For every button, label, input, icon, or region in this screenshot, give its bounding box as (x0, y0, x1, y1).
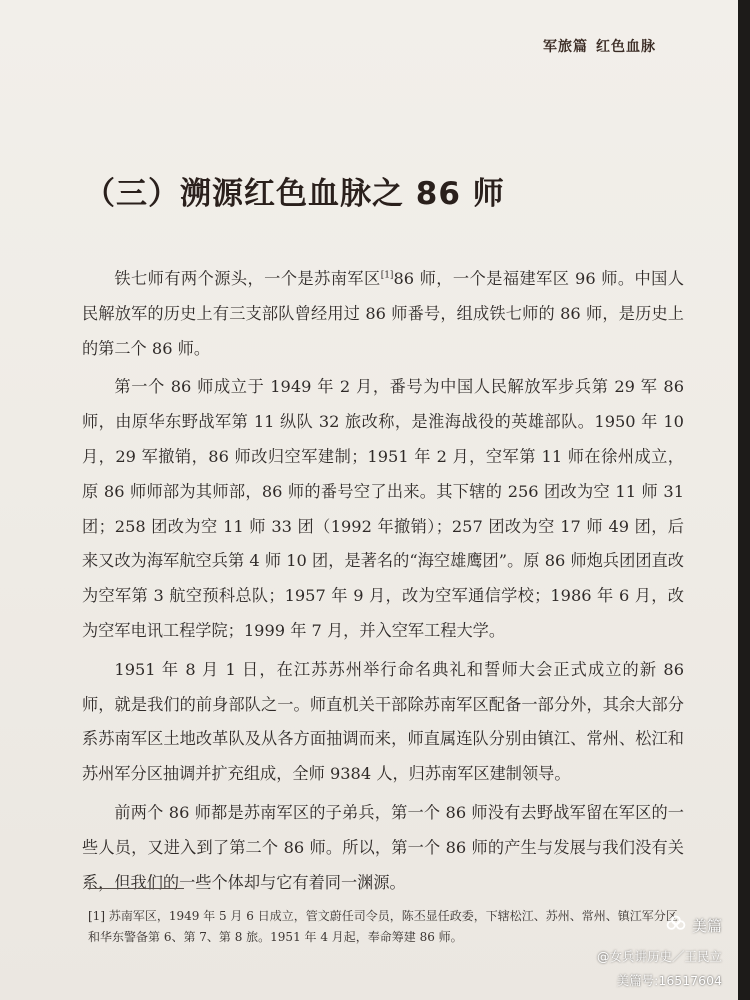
watermark-author: @女兵讲历史／王民立 (596, 949, 722, 964)
paragraph-1-start: 铁七师有两个源头，一个是苏南军区 (114, 269, 381, 288)
body-text (82, 262, 684, 904)
paragraph-2: 第一个 86 师成立于 1949 年 2 月，番号为中国人民解放军步兵第 29 军 86 师，由原华东野战军第 11 纵队 32 旅改称，是淮海战役的英雄部队。1950 年 10 月，29 军撤销，86 师改归空军建制；1951 年 2 月，空军第 11 师在徐州成立，原 86 师师部为其师部，86 师的番号空了出来。其下辖的 256 团改为空 11 师 31 团；258 团改为空 11 师 33 团（1992 年撤销）；257 团改为空 17 师 49 团，后来又改为海军航空兵第 4 师 10 团，是著名的“海空雄鹰团”。原 86 师炮兵团团直改为空军第 3 航空预科总队；1957 年 9 月，改为空军通信学校；1986 年 6 月，改为空军电讯工程学院；1999 年 7 月，并入空军工程大学。 (82, 377, 684, 640)
footnote-divider (88, 888, 184, 889)
watermark-brand (665, 914, 722, 936)
footnote-marker: [1] (380, 270, 394, 281)
footnote-1: [1] 苏南军区，1949 年 5 月 6 日成立，管文蔚任司令员，陈丕显任政委，下辖松江、苏州、常州、镇江军分区和华东警备第 6、第 7、第 8 旅。1951 年 4 月起，奉命筹建 86 师。 (88, 909, 678, 944)
header-section: 军旅篇 (543, 39, 588, 55)
section-title: （三）溯源红色血脉之 86 师 (84, 176, 505, 212)
header-chapter: 红色血脉 (596, 39, 656, 55)
paragraph-3: 1951 年 8 月 1 日，在江苏苏州举行命名典礼和誓师大会正式成立的新 86 师，就是我们的前身部队之一。师直机关干部除苏南军区配备一部分外，其余大部分系苏南军区土地改革队及从各方面抽调而来，师直属连队分别由镇江、常州、松江和苏州军分区抽调并扩充组成，全师 9384 人，归苏南军区建制领导。 (82, 659, 684, 784)
footnotes (88, 906, 688, 948)
paragraph-4: 前两个 86 师都是苏南军区的子弟兵，第一个 86 师没有去野战军留在军区的一些人员，又进入到了第二个 86 师。所以，第一个 86 师的产生与发展与我们没有关系，但我们的一些个体却与它有着同一渊源。 (82, 802, 684, 892)
running-header (535, 36, 656, 56)
meipian-logo-icon (665, 914, 687, 936)
watermark-brand-label: 美篇 (691, 916, 722, 935)
paragraph-1-end: 86 师，一个是福建军区 96 师。中国人民解放军的历史上有三支部队曾经用过 86 师番号，组成铁七师的 86 师，是历史上的第二个 86 师。 (82, 269, 684, 358)
watermark-id: 美篇号:16517604 (616, 973, 722, 988)
paragraph-1 (82, 262, 684, 366)
